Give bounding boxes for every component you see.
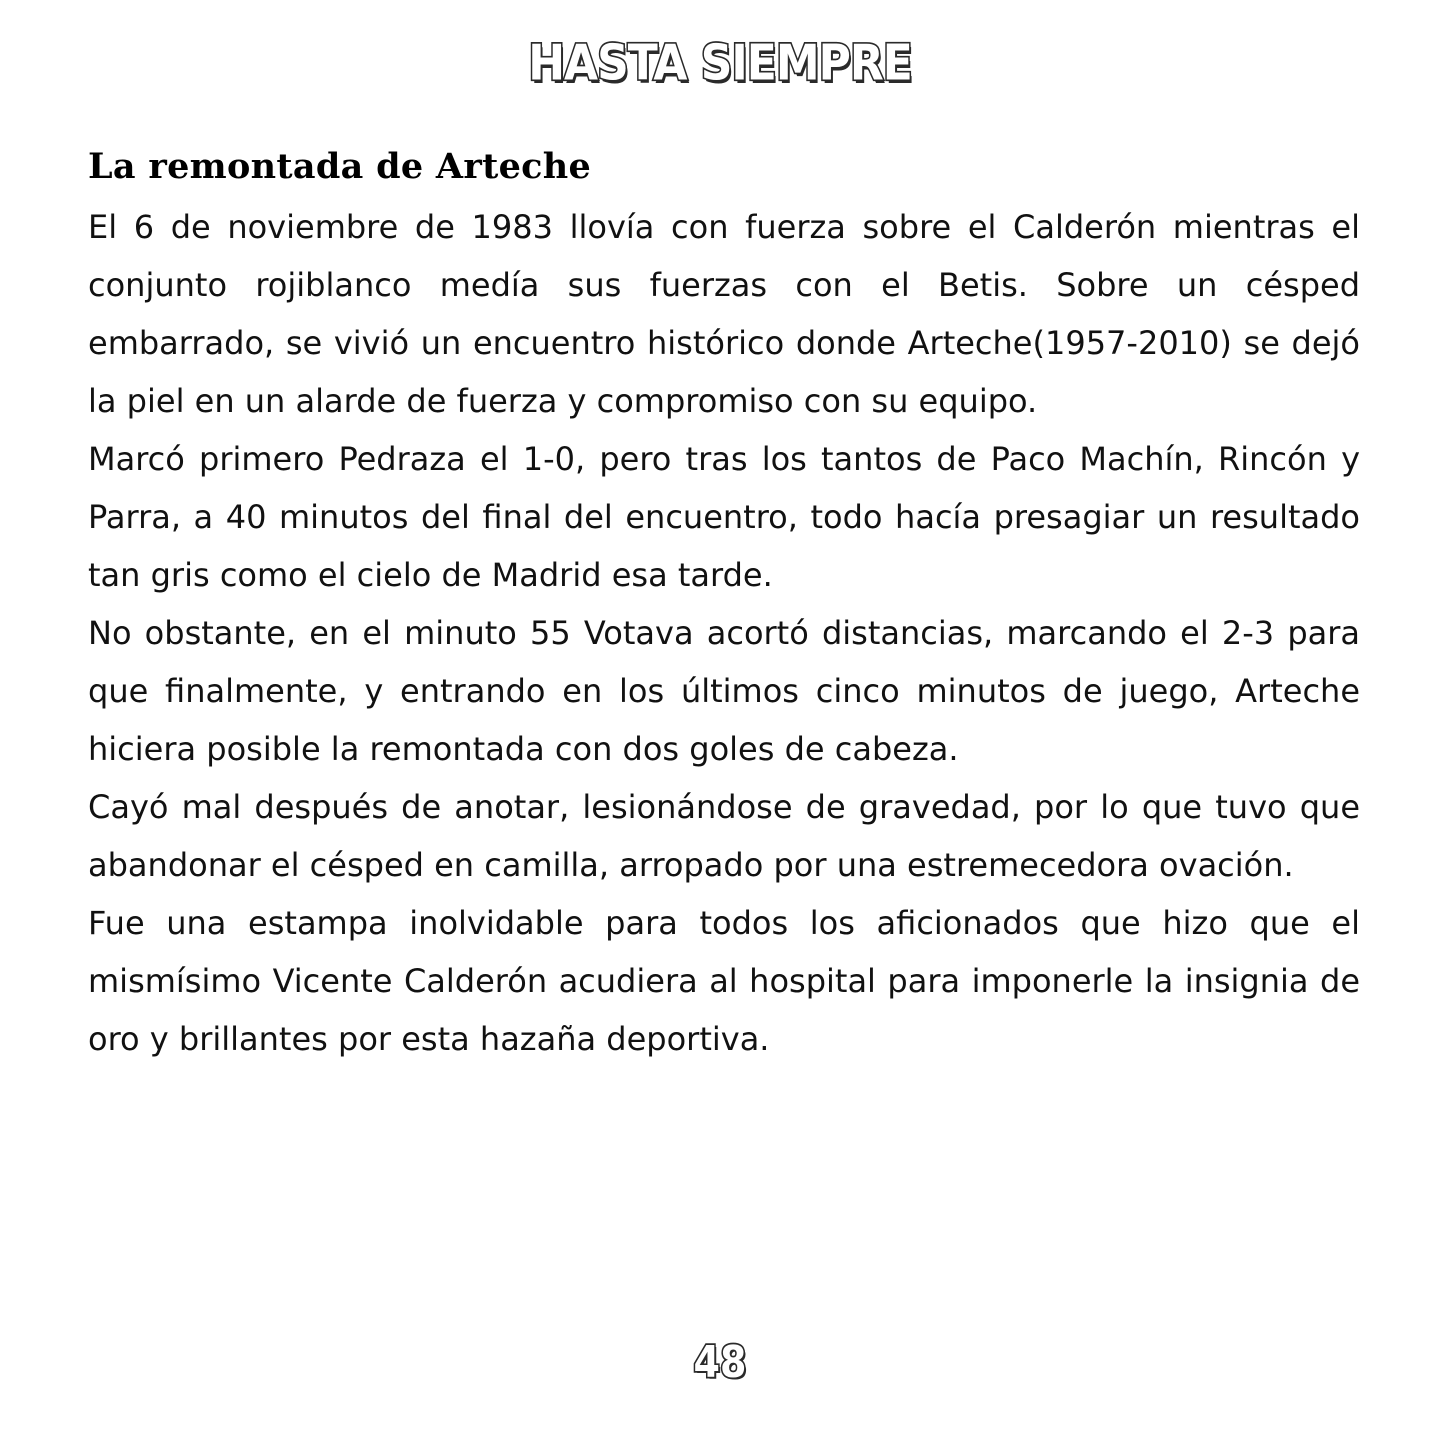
article-paragraph: Marcó primero Pedraza el 1-0, pero tras los tantos de Paco Machín, Rincón y Parra, a 40 minutos del final del encuentro, todo hacía presagiar un resultado tan gris como el cielo de Madrid esa tarde. <box>88 440 1360 594</box>
page-header <box>0 34 1440 93</box>
page-header-title: HASTA SIEMPRE <box>528 34 912 93</box>
page-number <box>0 1336 1440 1388</box>
article-paragraph: No obstante, en el minuto 55 Votava acortó distancias, marcando el 2-3 para que finalmente, y entrando en los últimos cinco minutos de juego, Arteche hiciera posible la remontada con dos goles de cabeza. <box>88 614 1360 768</box>
article-paragraph: Cayó mal después de anotar, lesionándose de gravedad, por lo que tuvo que abandonar el césped en camilla, arropado por una estremecedora ovación. <box>88 788 1360 884</box>
article-title: La remontada de Arteche <box>88 146 592 187</box>
article-paragraph: Fue una estampa inolvidable para todos los aficionados que hizo que el mismísimo Vicente Calderón acudiera al hospital para imponerle la insignia de oro y brillantes por esta hazaña deportiva. <box>88 904 1360 1058</box>
page-number-label: 48 <box>693 1336 747 1388</box>
article-paragraph: El 6 de noviembre de 1983 llovía con fuerza sobre el Calderón mientras el conjunto rojiblanco medía sus fuerzas con el Betis. Sobre un césped embarrado, se vivió un encuentro histórico donde Arteche(1957-2010) se dejó la piel en un alarde de fuerza y compromiso con su equipo. <box>88 208 1360 420</box>
article <box>88 142 1360 1068</box>
